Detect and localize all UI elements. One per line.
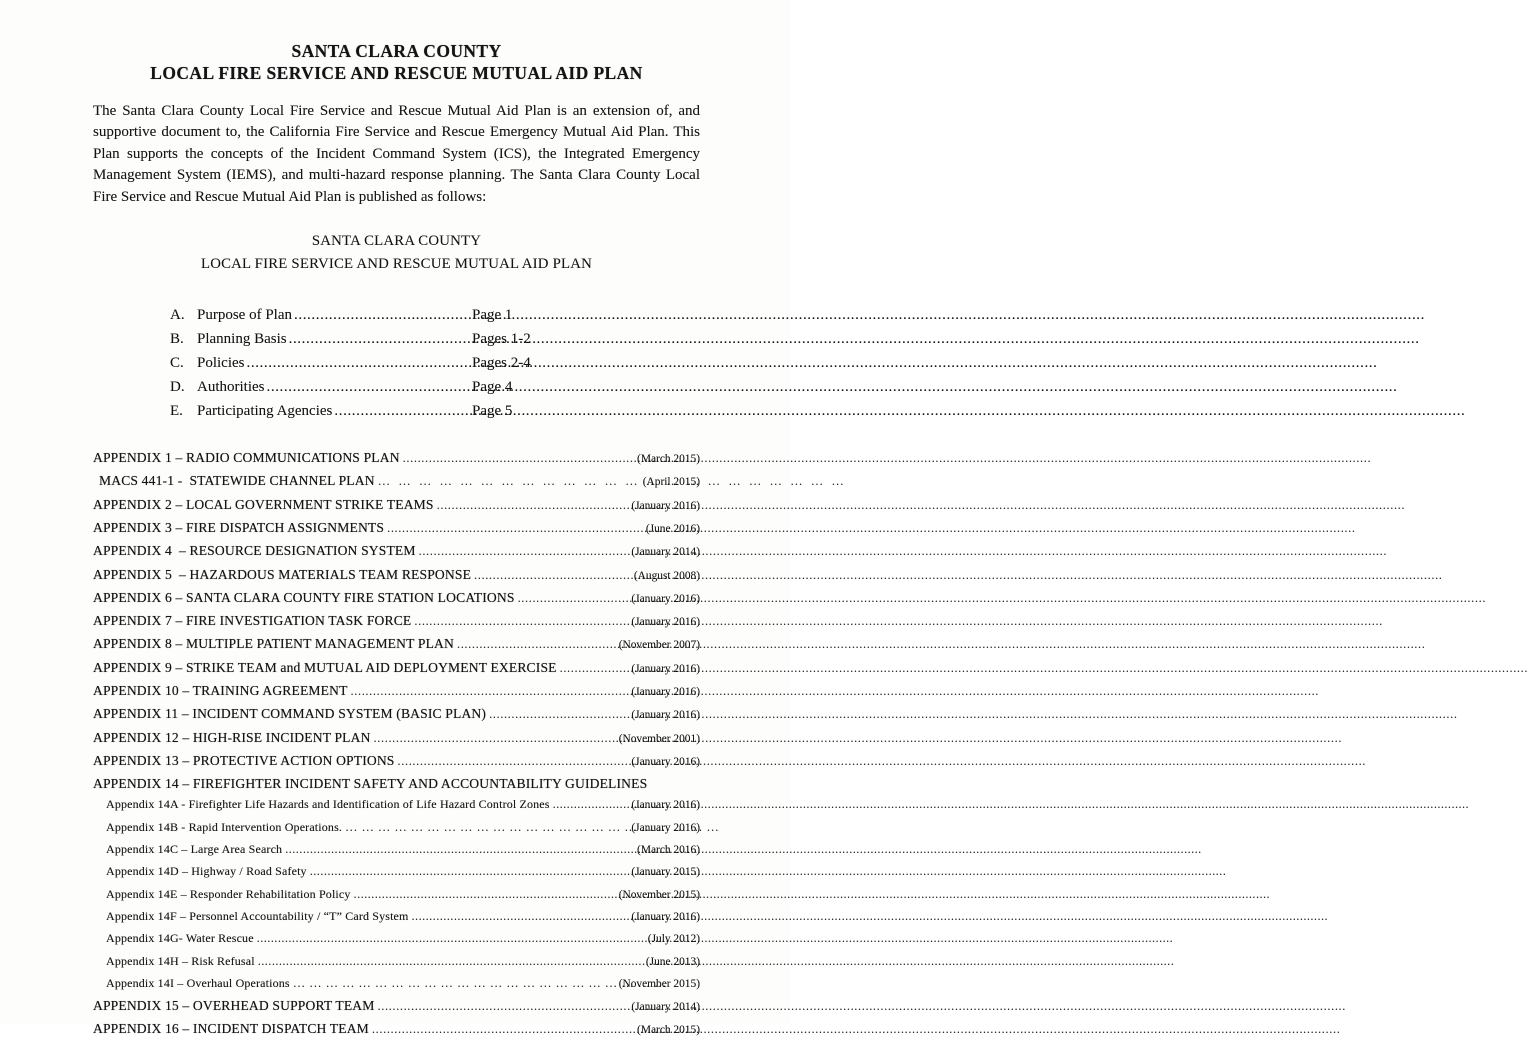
appendix-date: (January 2016) [631,821,700,834]
toc-subtitle-line1: SANTA CLARA COUNTY [311,233,482,250]
dot-leader [378,471,639,492]
dot-leader [518,588,628,609]
toc-subtitle [93,230,700,276]
dot-leader [345,817,627,838]
section-label: Purpose of Plan [197,307,292,324]
dot-leader [387,518,642,539]
appendix-date: (March 2016) [637,844,700,857]
appendix-row-14h [93,951,700,973]
dot-leader [398,751,628,772]
appendix-date: (January 2016) [631,662,700,675]
section-page: Page 1 [472,307,513,324]
dot-leader [414,611,627,632]
appendix-row-9 [93,657,700,680]
section-row-d [170,375,548,399]
appendix-row-14b [93,817,700,839]
appendix-date: (April 2015) [642,476,700,489]
section-row-a [170,303,548,327]
appendix-date: (March 2015) [637,453,700,466]
dot-leader [372,1019,633,1040]
dot-leader [334,399,471,423]
appendix-row-1 [93,447,700,470]
appendix-date: (July 2012) [647,933,700,946]
appendix-row-14a [93,794,700,816]
appendix-label: Appendix 14F – Personnel Accountability / “T” Card System [106,908,409,923]
appendix-date: (January 2016) [631,686,700,698]
appendix-date: (June 2016) [645,522,700,535]
appendix-date: (January 2016) [631,755,700,768]
appendix-row-3 [93,517,700,540]
dot-leader [294,303,471,327]
toc-subtitle-line2: LOCAL FIRE SERVICE AND RESCUE MUTUAL AID PLAN [200,256,593,273]
section-letter: A. [170,307,185,324]
appendix-row-15 [93,995,700,1018]
section-row-e [170,399,548,423]
appendix-label: Appendix 14I – Overhaul Operations [106,975,290,990]
appendix-label: MACS 441-1 - STATEWIDE CHANNEL PLAN [99,473,375,489]
appendix-label: APPENDIX 13 – PROTECTIVE ACTION OPTIONS [93,752,395,768]
appendix-date: (January 2016) [631,799,700,812]
appendix-date: (January 2016) [631,592,700,605]
appendix-label: APPENDIX 8 – MULTIPLE PATIENT MANAGEMENT PLAN [93,636,454,652]
dot-leader [258,951,642,972]
appendix-row-10 [93,680,700,703]
document-title-line2: LOCAL FIRE SERVICE AND RESCUE MUTUAL AID PLAN [150,63,643,83]
appendix-label: APPENDIX 3 – FIRE DISPATCH ASSIGNMENTS [93,519,385,535]
appendix-date: (November 2015) [618,977,700,990]
appendix-row-14e [93,884,700,906]
appendix-label: APPENDIX 15 – OVERHEAD SUPPORT TEAM [93,998,375,1014]
section-row-b [170,327,548,351]
appendix-date: (March 2015) [637,1024,700,1037]
appendix-row-11 [93,703,700,726]
appendix-label: Appendix 14G- Water Rescue [106,931,254,946]
section-label: Authorities [197,379,265,396]
appendix-label: Appendix 14C – Large Area Search [106,842,283,857]
appendix-row-14i [93,973,700,995]
dot-leader [293,973,615,994]
appendix-date: (January 2015) [631,866,700,879]
section-page: Pages 2-4 [472,355,531,372]
appendix-date: (November 2001) [618,732,700,745]
appendix-row-16 [93,1018,700,1041]
appendix-date: (January 2016) [631,616,700,629]
appendix-row-14g [93,928,700,950]
appendix-row-12 [93,727,700,750]
appendix-row-2 [93,494,700,517]
dot-leader [553,794,628,815]
appendix-list [93,447,700,1042]
dot-leader [289,327,471,351]
document-title-line1: SANTA CLARA COUNTY [291,41,502,61]
appendix-row-6 [93,587,700,610]
appendix-row-14c [93,839,700,861]
appendix-date: (November 2015) [618,888,700,901]
section-row-c [170,351,548,375]
intro-paragraph: The Santa Clara County Local Fire Service and Rescue Mutual Aid Plan is an extension of, and supportive document to, the California Fire Service and Rescue Emergency Mutual Aid Plan. This Plan supports the concepts of the Incident Command System (ICS), the Integrated Emergency Management System (IEMS), and multi-hazard response planning. The Santa Clara County Local Fire Service and Rescue Mutual Aid Plan is published as follows: [93,103,700,205]
dot-leader [257,928,644,949]
appendix-label: APPENDIX 14 – FIREFIGHTER INCIDENT SAFETY AND ACCOUNTABILITY GUIDELINES [93,776,648,792]
dot-leader [267,375,472,399]
appendix-row-14 [93,773,700,794]
section-letter: C. [170,355,184,372]
dot-leader [247,351,472,375]
dot-leader [474,565,630,586]
appendix-label: APPENDIX 7 – FIRE INVESTIGATION TASK FORCE [93,613,412,629]
appendix-label: Appendix 14B - Rapid Intervention Operations. [106,819,343,834]
appendix-row-7 [93,610,700,633]
appendix-label: Appendix 14D – Highway / Road Safety [106,864,307,879]
section-letter: D. [170,379,185,396]
dot-leader [374,728,615,749]
dot-leader [354,884,615,905]
appendix-label: Appendix 14H – Risk Refusal [106,953,255,968]
appendix-date: (August 2008) [633,569,700,582]
appendix-label: APPENDIX 5 – HAZARDOUS MATERIALS TEAM RESPONSE [93,566,472,582]
appendix-label: Appendix 14A - Firefighter Life Hazards and Identification of Life Hazard Control Zones [106,797,550,812]
appendix-label: APPENDIX 9 – STRIKE TEAM and MUTUAL AID DEPLOYMENT EXERCISE [93,659,557,675]
appendix-label: APPENDIX 16 – INCIDENT DISPATCH TEAM [93,1021,369,1037]
appendix-row-14f [93,906,700,928]
appendix-date: (January 2016) [631,709,700,722]
dot-leader [412,906,628,927]
appendix-row-4 [93,540,700,563]
appendix-date: (January 2016) [631,910,700,923]
appendix-row-5 [93,564,700,587]
section-label: Planning Basis [197,331,287,348]
dot-leader [560,658,628,679]
appendix-label: APPENDIX 1 – RADIO COMMUNICATIONS PLAN [93,450,400,466]
dot-leader [310,861,628,882]
appendix-row-13 [93,750,700,773]
dot-leader [378,996,628,1017]
dot-leader [351,681,628,702]
section-page: Page 5 [472,403,513,420]
dot-leader [403,448,633,469]
section-list [170,303,548,423]
section-letter: E. [170,403,183,420]
appendix-date: (January 2014) [631,1001,700,1014]
dot-leader [457,634,615,655]
appendix-label: APPENDIX 11 – INCIDENT COMMAND SYSTEM (BASIC PLAN) [93,706,487,722]
dot-leader [489,704,627,725]
appendix-label: APPENDIX 4 – RESOURCE DESIGNATION SYSTEM [93,543,416,559]
appendix-label: APPENDIX 12 – HIGH-RISE INCIDENT PLAN [93,729,371,745]
section-page: Pages 1-2 [472,331,531,348]
document-title [93,40,700,84]
section-letter: B. [170,331,184,348]
appendix-label: Appendix 14E – Responder Rehabilitation Policy [106,886,351,901]
appendix-date: (November 2007) [618,639,700,652]
appendix-row-macs [93,470,700,493]
dot-leader [419,541,628,562]
section-page: Page 4 [472,379,513,396]
appendix-date: (January 2016) [631,499,700,512]
appendix-row-14d [93,861,700,883]
appendix-label: APPENDIX 10 – TRAINING AGREEMENT [93,683,348,698]
section-label: Participating Agencies [197,403,333,420]
appendix-date: (January 2014) [631,546,700,559]
appendix-row-8 [93,633,700,656]
appendix-label: APPENDIX 2 – LOCAL GOVERNMENT STRIKE TEAMS [93,496,434,512]
dot-leader [437,495,628,516]
section-label: Policies [197,355,245,372]
appendix-label: APPENDIX 6 – SANTA CLARA COUNTY FIRE STATION LOCATIONS [93,589,515,605]
appendix-date: (June 2013) [645,955,700,968]
dot-leader [285,839,633,860]
